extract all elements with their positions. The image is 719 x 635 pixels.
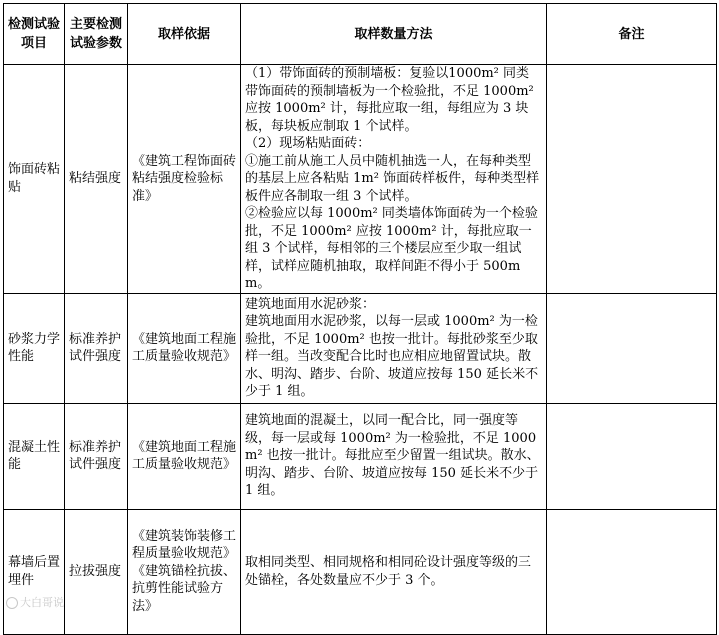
table-header-row <box>4 4 717 65</box>
watermark-text: 大白哥说 <box>20 596 64 609</box>
watermark-logo-icon <box>6 597 18 609</box>
cell-param: 拉拔强度 <box>65 509 128 634</box>
table-row <box>4 293 717 403</box>
cell-method <box>241 509 547 634</box>
cell-param: 标准养护试件强度 <box>65 403 128 509</box>
cell-note <box>547 509 717 634</box>
header-basis: 取样依据 <box>128 4 241 65</box>
watermark <box>6 594 64 610</box>
table-row <box>4 509 717 634</box>
cell-note <box>547 403 717 509</box>
method-paragraph: ①施工前从施工人员中随机抽选一人，在每种类型的基层上应各粘贴 1m² 饰面砖样板件，每种类型样板件应各制取一组 3 个试样。 <box>245 153 540 204</box>
method-paragraph: 建筑地面用水泥砂浆： <box>245 296 376 312</box>
method-paragraph: 建筑地面的混凝土，以同一配合比，同一强度等级，每一层或每 1000m² 为一检验批，不足 1000m² 也按一批计。每批应至少留置一组试块。散水、明沟、踏步、台阶、坡道应按每 150 延长米不少于 1 组。 <box>245 413 540 499</box>
header-item: 检测试验项目 <box>4 4 65 65</box>
method-paragraph: （1）带饰面砖的预制墙板：复验以1000m² 同类带饰面砖的预制墙板为一个检验批，不足 1000m² 应按 1000m² 计，每批应取一组，每组应为 3 块板，每块板应制取 1 个试样。 <box>245 66 534 134</box>
cell-param: 粘结强度 <box>65 65 128 294</box>
cell-item: 混凝土性能 <box>4 403 65 509</box>
table-row <box>4 403 717 509</box>
cell-basis: 《建筑装饰装修工程质量验收规范》《建筑锚栓抗拔、抗剪性能试验方法》 <box>128 509 241 634</box>
cell-item: 幕墙后置埋件 <box>4 509 65 634</box>
cell-note <box>547 65 717 294</box>
cell-item: 砂浆力学性能 <box>4 293 65 403</box>
method-paragraph: （2）现场粘贴面砖： <box>245 136 371 151</box>
cell-method <box>241 293 547 403</box>
header-param: 主要检测试验参数 <box>65 4 128 65</box>
cell-basis: 《建筑地面工程施工质量验收规范》 <box>128 403 241 509</box>
cell-note <box>547 293 717 403</box>
method-paragraph: 建筑地面用水泥砂浆，以每一层或 1000m² 为一检验批，不足 1000m² 也按一批计。每批砂浆至少取样一组。当改变配合比时也应相应地留置试块。散水、明沟、踏步、台阶、坡道应按每 150 延长米不少于 1 组。 <box>245 314 539 399</box>
cell-basis: 《建筑地面工程施工质量验收规范》 <box>128 293 241 403</box>
cell-method <box>241 65 547 294</box>
header-method: 取样数量方法 <box>241 4 547 65</box>
cell-item: 饰面砖粘贴 <box>4 65 65 294</box>
cell-method <box>241 403 547 509</box>
sampling-table <box>3 3 717 635</box>
method-paragraph: 取相同类型、相同规格和相同砼设计强度等级的三处锚栓，各处数量应不少于 3 个。 <box>245 555 532 588</box>
method-paragraph: ②检验应以每 1000m² 同类墙体饰面砖为一个检验批，不足 1000m² 应按 1000m² 计，每批应取一组 3 个试样，每相邻的三个楼层应至少取一组试样，试样应随机抽取，取样间距不得小于 500mm。 <box>245 206 538 291</box>
header-note: 备注 <box>547 4 717 65</box>
table-row <box>4 65 717 294</box>
cell-basis: 《建筑工程饰面砖粘结强度检验标准》 <box>128 65 241 294</box>
cell-param: 标准养护试件强度 <box>65 293 128 403</box>
